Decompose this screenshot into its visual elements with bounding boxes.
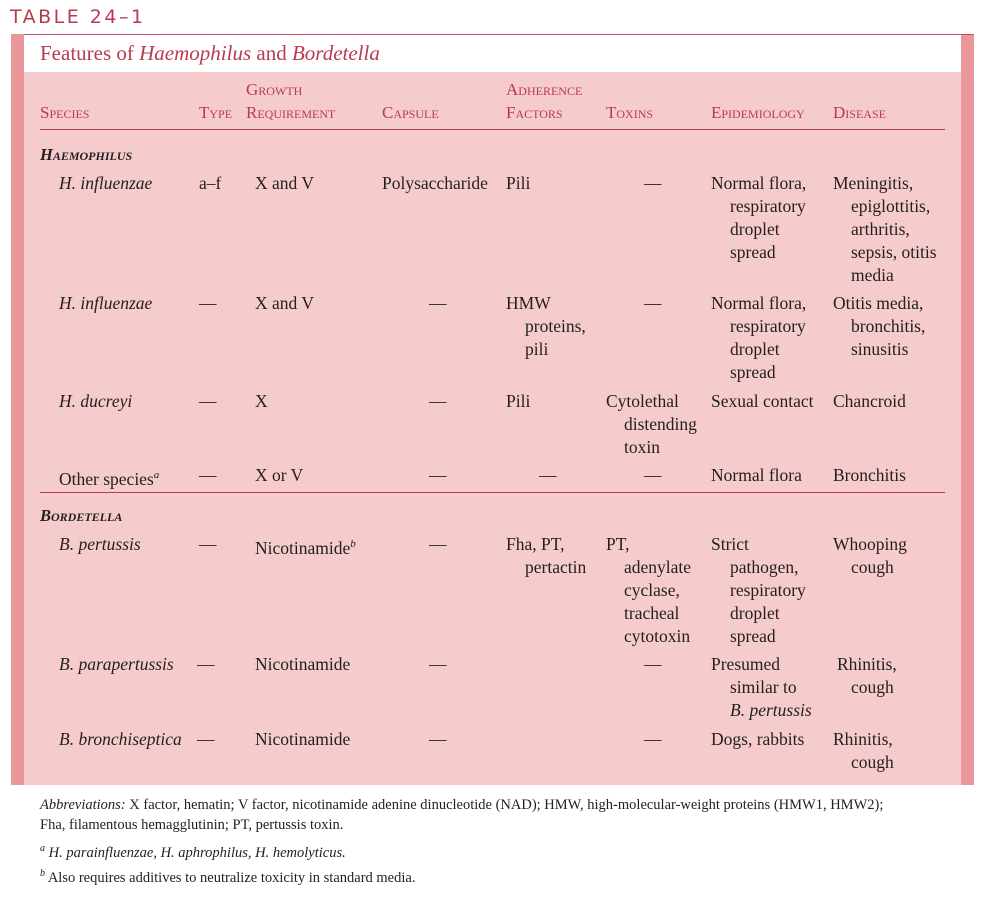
row-1-epi-3: droplet [730,219,780,239]
row-1-growth: X and V [255,173,314,193]
row-7-growth: Nicotinamide [255,729,351,749]
row-1-epi-2: respiratory [730,196,806,216]
row-6-epi-1: Presumed [711,654,781,674]
row-5-tox-5: cytotoxin [624,626,691,646]
header-epidemiology: Epidemiology [711,103,805,122]
row-4-species-text: Other species [59,468,154,489]
row-4-disease: Bronchitis [833,465,906,485]
abbreviations-line-1 [40,795,883,815]
row-6-epi-2: similar to [730,677,797,697]
row-5-epi-5: spread [730,626,776,646]
row-7-species: B. bronchiseptica [59,729,182,749]
header-growth-1: Growth [246,80,303,99]
title-pre: Features of [40,41,140,65]
row-5-epi-3: respiratory [730,580,806,600]
row-7-capsule: — [429,729,447,749]
row-3-tox-3: toxin [624,437,660,457]
footnote-a [40,839,346,863]
section-haemophilus: Haemophilus [40,145,133,164]
row-5-epi-2: pathogen, [730,557,799,577]
row-4-capsule: — [429,465,447,485]
row-6-growth: Nicotinamide [255,654,351,674]
table-title [40,41,380,66]
row-5-species: B. pertussis [59,534,141,554]
row-2-epi-2: respiratory [730,316,806,336]
row-2-adh-1: HMW [506,293,551,313]
row-5-adh-1: Fha, PT, [506,534,565,554]
header-type: Type [199,103,233,122]
row-1-epi-4: spread [730,242,776,262]
title-genus-2: Bordetella [291,41,380,65]
row-5-adh-2: pertactin [525,557,587,577]
header-adherence-2: Factors [506,103,563,122]
row-3-adherence: Pili [506,391,531,411]
row-2-toxins: — [644,293,662,313]
row-4-species [59,464,159,491]
abbreviations-label: Abbreviations: [40,797,126,813]
row-1-disease-4: sepsis, otitis [851,242,937,262]
row-1-epi-1: Normal flora, [711,173,807,193]
row-6-type: — [197,654,215,674]
row-1-toxins: — [644,173,662,193]
row-7-type: — [197,729,215,749]
row-4-growth: X or V [255,465,304,485]
header-capsule: Capsule [382,103,439,122]
row-2-epi-1: Normal flora, [711,293,807,313]
row-5-epi-4: droplet [730,603,780,623]
header-rule [40,129,945,130]
row-2-capsule: — [429,293,447,313]
row-4-toxins: — [644,465,662,485]
row-3-type: — [199,391,217,411]
header-species: Species [40,103,90,122]
row-5-capsule: — [429,534,447,554]
row-1-adherence: Pili [506,173,531,193]
row-7-disease-2: cough [851,752,894,772]
row-5-disease-2: cough [851,557,894,577]
footnote-b [40,864,415,888]
row-5-tox-4: tracheal [624,603,680,623]
header-adherence-1: Adherence [506,80,583,99]
row-3-disease: Chancroid [833,391,906,411]
row-2-epi-3: droplet [730,339,780,359]
abbreviations-text-1: X factor, hematin; V factor, nicotinamide adenine dinucleotide (NAD); HMW, high-molecular-weight proteins (HMW1, HMW2); [125,797,884,813]
footnote-b-mark: b [40,868,45,879]
row-2-growth: X and V [255,293,314,313]
footnote-a-ref: a [153,469,160,481]
row-2-adh-2: proteins, [525,316,586,336]
section-bordetella: Bordetella [40,506,123,525]
row-1-species: H. influenzae [59,173,153,193]
row-1-disease-1: Meningitis, [833,173,914,193]
row-2-type: — [199,293,217,313]
row-4-adherence: — [539,465,557,485]
row-6-epi-3: B. pertussis [730,700,812,720]
row-5-growth [255,533,356,560]
row-6-species: B. parapertussis [59,654,174,674]
row-6-capsule: — [429,654,447,674]
row-7-toxins: — [644,729,662,749]
row-5-tox-2: adenylate [624,557,692,577]
row-2-disease-2: bronchitis, [851,316,926,336]
footnote-b-ref: b [350,538,356,550]
row-5-tox-1: PT, [606,534,630,554]
header-growth-2: Requirement [246,103,336,122]
row-6-disease-1: Rhinitis, [837,654,897,674]
footnote-b-text: Also requires additives to neutralize toxicity in standard media. [45,869,416,886]
title-rule [24,34,974,35]
row-5-growth-text: Nicotinamide [255,537,351,558]
header-toxins: Toxins [606,103,654,122]
row-2-species: H. influenzae [59,293,153,313]
row-3-growth: X [255,391,268,411]
row-1-disease-3: arthritis, [851,219,910,239]
row-1-type: a–f [199,173,222,193]
row-3-tox-1: Cytolethal [606,391,679,411]
title-mid: and [251,41,292,65]
row-5-type: — [199,534,217,554]
section-rule [40,492,945,493]
row-1-capsule: Polysaccharide [382,173,488,193]
row-3-capsule: — [429,391,447,411]
row-2-disease-3: sinusitis [851,339,909,359]
footnote-a-text: H. parainfluenzae, H. aphrophilus, H. hemolyticus. [45,844,346,861]
row-1-disease-2: epiglottitis, [851,196,931,216]
table-label: TABLE 24–1 [10,6,146,28]
row-4-epi: Normal flora [711,465,802,485]
row-5-tox-3: cyclase, [624,580,680,600]
row-1-disease-5: media [851,265,894,285]
row-5-disease-1: Whooping [833,534,907,554]
row-3-epi: Sexual contact [711,391,814,411]
row-2-disease-1: Otitis media, [833,293,924,313]
row-6-disease-2: cough [851,677,894,697]
row-2-adh-3: pili [525,339,549,359]
abbreviations-line-2: Fha, filamentous hemagglutinin; PT, pertussis toxin. [40,817,344,833]
row-4-type: — [199,465,217,485]
row-7-epi: Dogs, rabbits [711,729,805,749]
row-3-tox-2: distending [624,414,697,434]
header-disease: Disease [833,103,886,122]
row-5-epi-1: Strict [711,534,749,554]
row-6-toxins: — [644,654,662,674]
title-genus-1: Haemophilus [139,41,252,65]
row-7-disease-1: Rhinitis, [833,729,893,749]
row-2-epi-4: spread [730,362,776,382]
footnote-a-mark: a [40,843,45,854]
row-3-species: H. ducreyi [59,391,133,411]
